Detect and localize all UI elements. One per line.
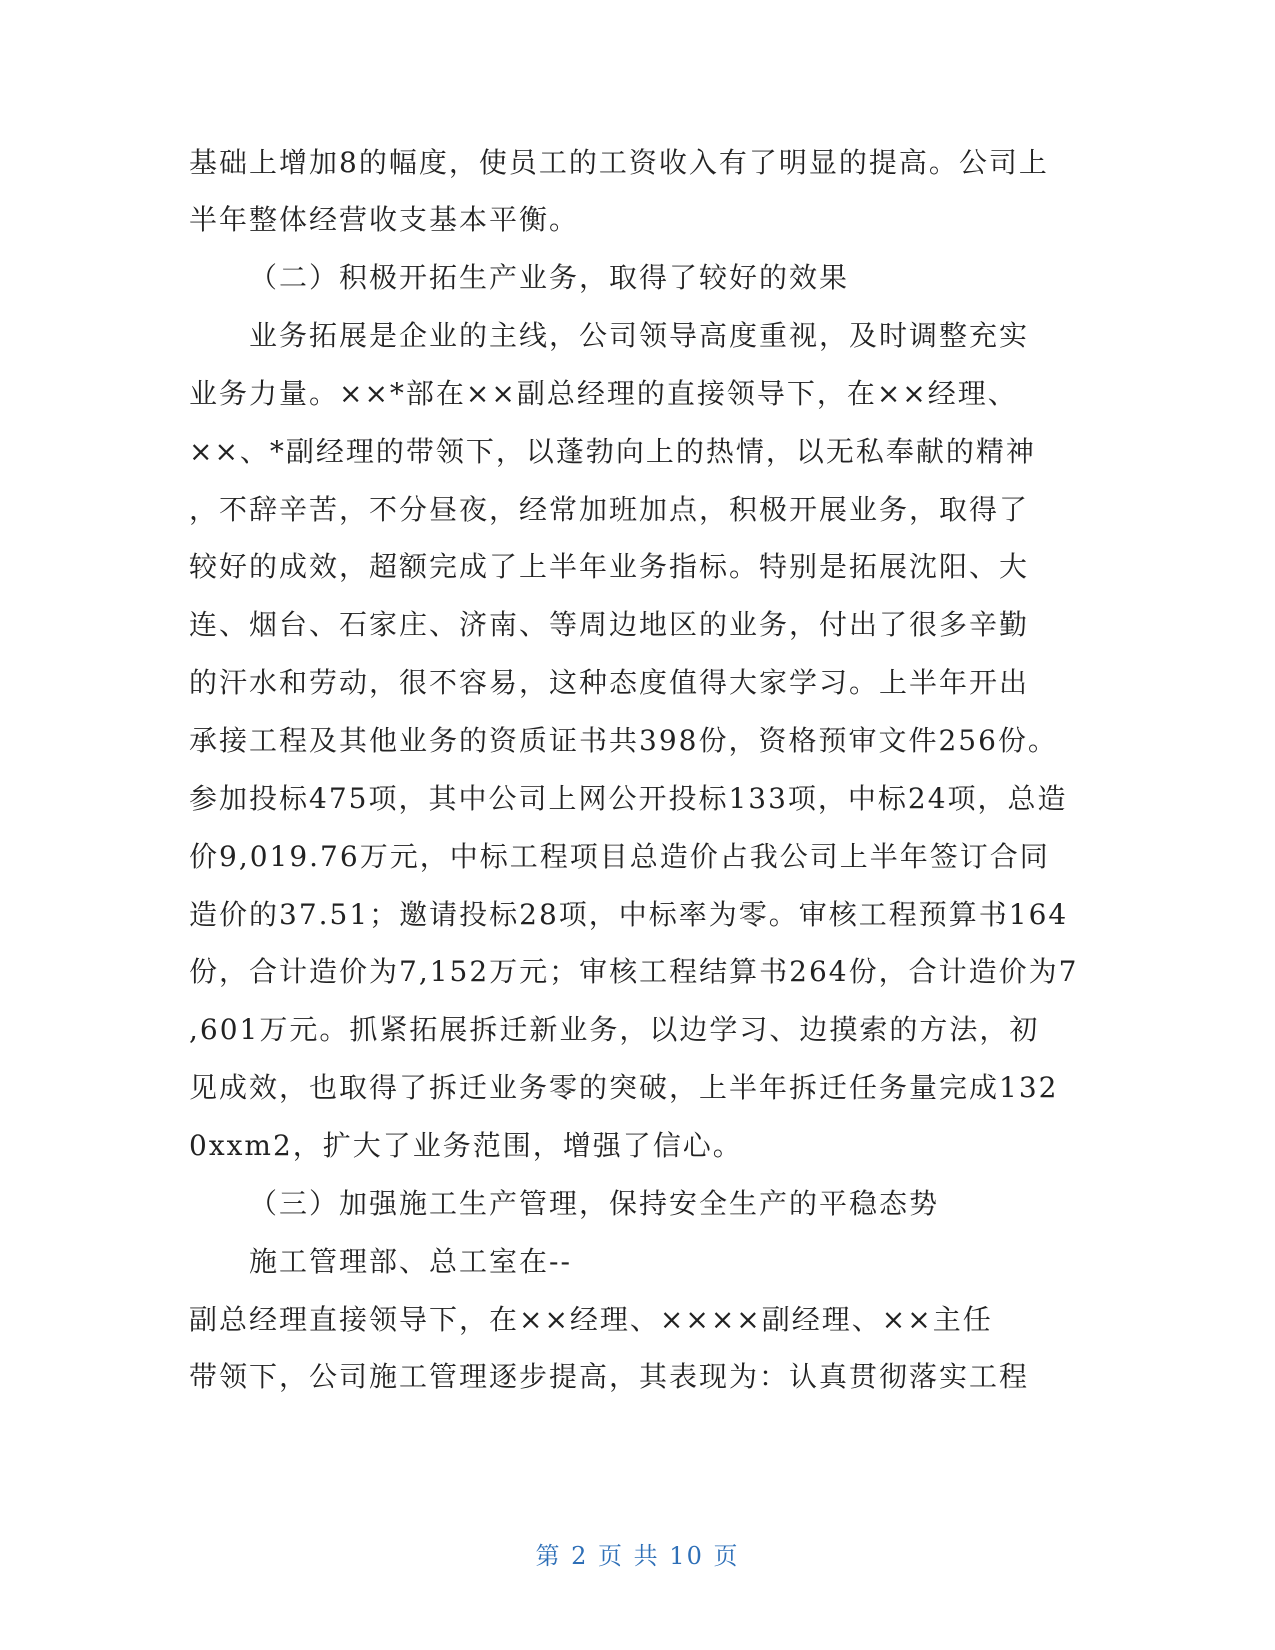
body-text-line: 连、烟台、石家庄、济南、等周边地区的业务，付出了很多辛勤 [189, 608, 1030, 641]
body-text-line: 基础上增加8的幅度，使员工的工资收入有了明显的提高。公司上 [189, 146, 1049, 179]
body-text-line: 带领下，公司施工管理逐步提高，其表现为：认真贯彻落实工程 [189, 1360, 1030, 1393]
body-text-line: ××、*副经理的带领下，以蓬勃向上的热情，以无私奉献的精神 [189, 435, 1036, 468]
body-text-line: ，不辞辛苦，不分昼夜，经常加班加点，积极开展业务，取得了 [189, 493, 1030, 526]
body-text-line: 0xxm2，扩大了业务范围，增强了信心。 [189, 1129, 743, 1162]
body-text-line: 较好的成效，超额完成了上半年业务指标。特别是拓展沈阳、大 [189, 550, 1030, 583]
body-text-line: 见成效，也取得了拆迁业务零的突破，上半年拆迁任务量完成132 [189, 1071, 1059, 1104]
body-text-line: 半年整体经营收支基本平衡。 [189, 203, 580, 236]
body-text-line: 副总经理直接领导下，在××经理、××××副经理、××主任 [189, 1303, 993, 1336]
body-text-line: 份，合计造价为7,152万元；审核工程结算书264份，合计造价为7 [189, 955, 1079, 988]
section-heading: （二）积极开拓生产业务，取得了较好的效果 [249, 261, 850, 294]
body-text-line: 承接工程及其他业务的资质证书共398份，资格预审文件256份。 [189, 724, 1058, 757]
page-number-footer: 第 2 页 共 10 页 [535, 1542, 740, 1570]
section-heading: （三）加强施工生产管理，保持安全生产的平稳态势 [249, 1187, 940, 1220]
body-text-line: 的汗水和劳动，很不容易，这种态度值得大家学习。上半年开出 [189, 666, 1030, 699]
body-text-line: 价9,019.76万元，中标工程项目总造价占我公司上半年签订合同 [189, 840, 1050, 873]
body-text-line: ,601万元。抓紧拓展拆迁新业务，以边学习、边摸索的方法，初 [189, 1013, 1040, 1046]
body-text-line: 施工管理部、总工室在-- [249, 1245, 572, 1278]
body-text-line: 参加投标475项，其中公司上网公开投标133项，中标24项，总造 [189, 782, 1068, 815]
body-text-line: 造价的37.51；邀请投标28项，中标率为零。审核工程预算书164 [189, 898, 1069, 931]
body-text-line: 业务拓展是企业的主线，公司领导高度重视，及时调整充实 [249, 319, 1030, 352]
body-text-line: 业务力量。××*部在××副总经理的直接领导下，在××经理、 [189, 377, 1018, 410]
